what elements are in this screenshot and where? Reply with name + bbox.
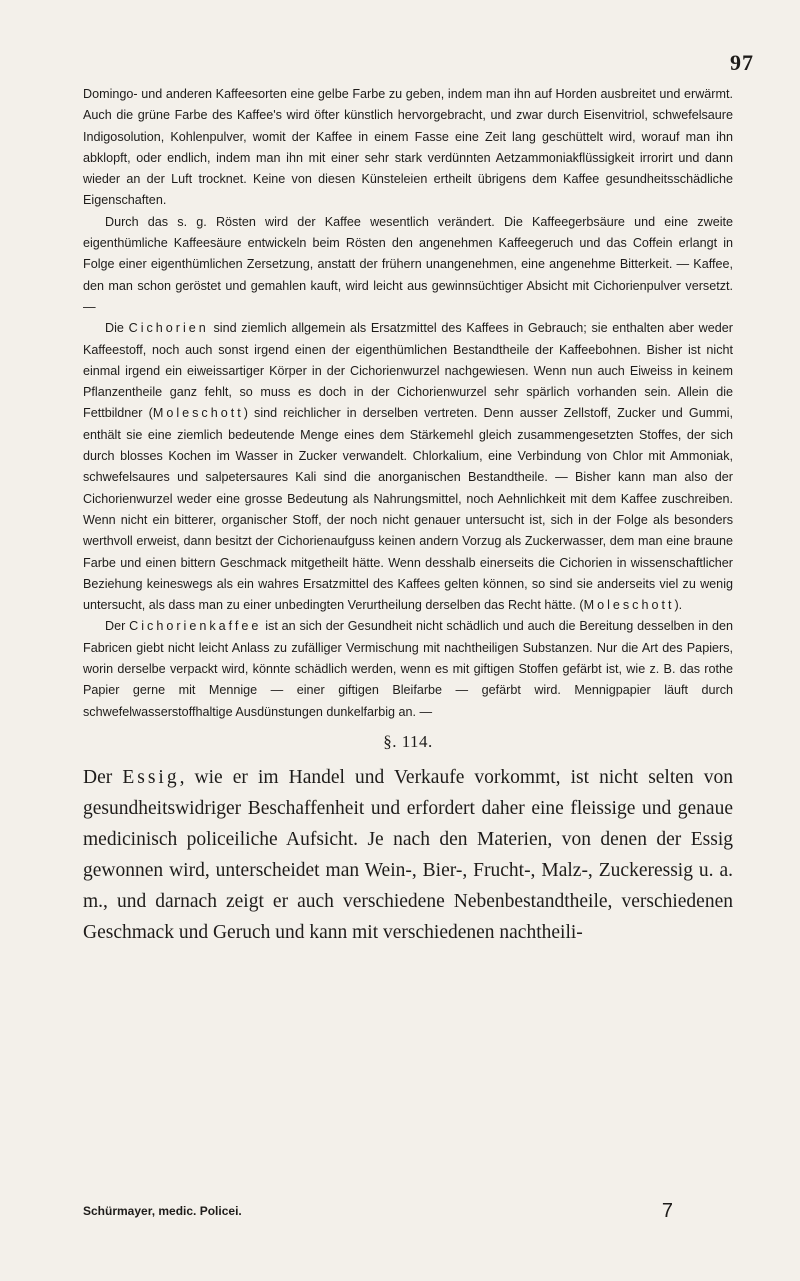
- p4-rest: ist an sich der Gesundheit nicht schädlich und auch die Bereitung desselben in den Fabricen giebt nicht leicht Anlass zu zufälliger Vermischung mit nachtheiligen Substanzen. Nur die Art des Papiers, worin derselbe verpackt wird, könnte schädlich werden, wenn es mit giftigen Stoffen gefärbt ist, wie z. B. das rothe Papier gerne mit Mennige — einer giftigen Bleifarbe — gefärbt wird. Mennigpapier läuft durch schwefelwasserstoffhaltige Ausdünstungen dunkelfarbig an. —: [83, 619, 733, 719]
- page-footer: [83, 1200, 733, 1223]
- section-text: , wie er im Handel und Verkaufe vorkommt, ist nicht selten von gesundheitswidriger Beschaffenheit und erfordert daher eine fleissige und genaue medicinisch policeiliche Aufsicht. Je nach den Materien, von denen der Essig gewonnen wird, unterscheidet man Wein-, Bier-, Frucht-, Malz-, Zuckeressig u. a. m., und darnach zeigt er auch verschiedene Nebenbestandtheile, verschiedenen Geschmack und Geruch und kann mit verschiedenen nachtheili-: [83, 767, 733, 944]
- section-paragraph: [83, 762, 733, 948]
- term-cichorienkaffee: Cichorienkaffee: [129, 619, 262, 634]
- p3-end: ).: [674, 598, 683, 613]
- paragraph-1: Domingo- und anderen Kaffeesorten eine gelbe Farbe zu geben, indem man ihn auf Horden ausbreitet und erwärmt. Auch die grüne Farbe des Kaffee's wird öfter künstlich hervorgebracht, und zwar durch Eisenvitriol, schwefelsaure Indigosolution, Kohlenpulver, womit der Kaffee in einem Fasse eine Zeit lang geschüttelt wird, worauf man ihn abklopft, oder endlich, indem man ihn mit einer sehr stark verdünnten Aetzammoniakflüssigkeit irrorirt und dann wieder an der Luft trocknet. Keine von diesen Künsteleien ertheilt übrigens dem Kaffee gesundheitsschädliche Eigenschaften.: [83, 87, 733, 208]
- paragraph-4: [83, 616, 733, 722]
- paragraph-3: [83, 318, 733, 616]
- paragraph-2: Durch das s. g. Rösten wird der Kaffee wesentlich verändert. Die Kaffeegerbsäure und eine zweite eigenthümliche Kaffeesäure entwickeln beim Rösten den angenehmen Kaffeegeruch und das Coffein erlangt in Folge einer eigenthümlichen Zersetzung, anstatt der frühern unangenehmen, eine angenehme Bitterkeit. — Kaffee, den man schon geröstet und gemahlen kauft, wird leicht aus gewinnsüchtiger Absicht mit Cichorienpulver versetzt. —: [83, 214, 733, 314]
- footer-source: Schürmayer, medic. Policei.: [83, 1204, 242, 1218]
- section-heading: §. 114.: [383, 731, 433, 751]
- p3-lead: Die: [105, 321, 129, 336]
- term-essig: Essig: [122, 767, 180, 789]
- section-lead: Der: [83, 767, 123, 789]
- signature-mark: 7: [661, 1200, 673, 1222]
- term-cichorien: Cichorien: [128, 321, 209, 336]
- author-name: Moleschott: [583, 598, 675, 613]
- p3-tail: ) sind reichlicher in derselben vertreten. Denn ausser Zellstoff, Zucker und Gummi, enthält sie eine ziemlich bedeutende Menge eines dem Stärkemehl gleich zusammengesetzten Stoffes, der sich durch blosses Kochen im Wasser in Zucker verwandelt. Chlorkalium, eine Verbindung von Chlor mit Ammoniak, schwefelsaures und salpetersaures Kali sind die anorganischen Bestandtheile. — Bisher kann man also der Cichorienwurzel weder eine grosse Bedeutung als Nahrungsmittel, noch Aehnlichkeit mit dem Kaffee zuschreiben. Wenn nicht ein bitterer, organischer Stoff, der noch nicht genauer untersucht ist, sich in der Folge als besonders werthvoll erweist, dann besitzt der Cichorienaufguss keinen andern Vorzug als Zuckerwasser, dem man eine braune Farbe und einen bittern Geschmack mitgetheilt hätte. Wenn desshalb einerseits die Cichorien in wissenschaftlicher Beziehung keineswegs als ein wahres Ersatzmittel des Kaffees gelten können, so sind sie anderseits viel zu wenig untersucht, als dass man zu einer unbedingten Verurtheilung derselben das Recht hätte. (: [83, 406, 733, 613]
- page-number: 97: [730, 50, 754, 75]
- body-text: [83, 84, 733, 948]
- p3-mid: sind ziemlich allgemein als Ersatzmittel des Kaffees in Gebrauch; sie enthalten aber weder Kaffeestoff, noch auch sonst irgend einen der eigenthümlichen Bestandtheile der Kaffeebohnen. Bisher ist nicht einmal irgend ein eiweissartiger Körper in der Cichorienwurzel nachgewiesen. Wenn nun auch Eiweiss in keinem Pflanzentheile ganz fehlt, so muss es doch in der Cichorienwurzel sehr spärlich vorhanden sein. Allein die Fettbildner (: [83, 321, 733, 421]
- author-name: Moleschott: [152, 406, 244, 421]
- p4-lead: Der: [105, 619, 130, 634]
